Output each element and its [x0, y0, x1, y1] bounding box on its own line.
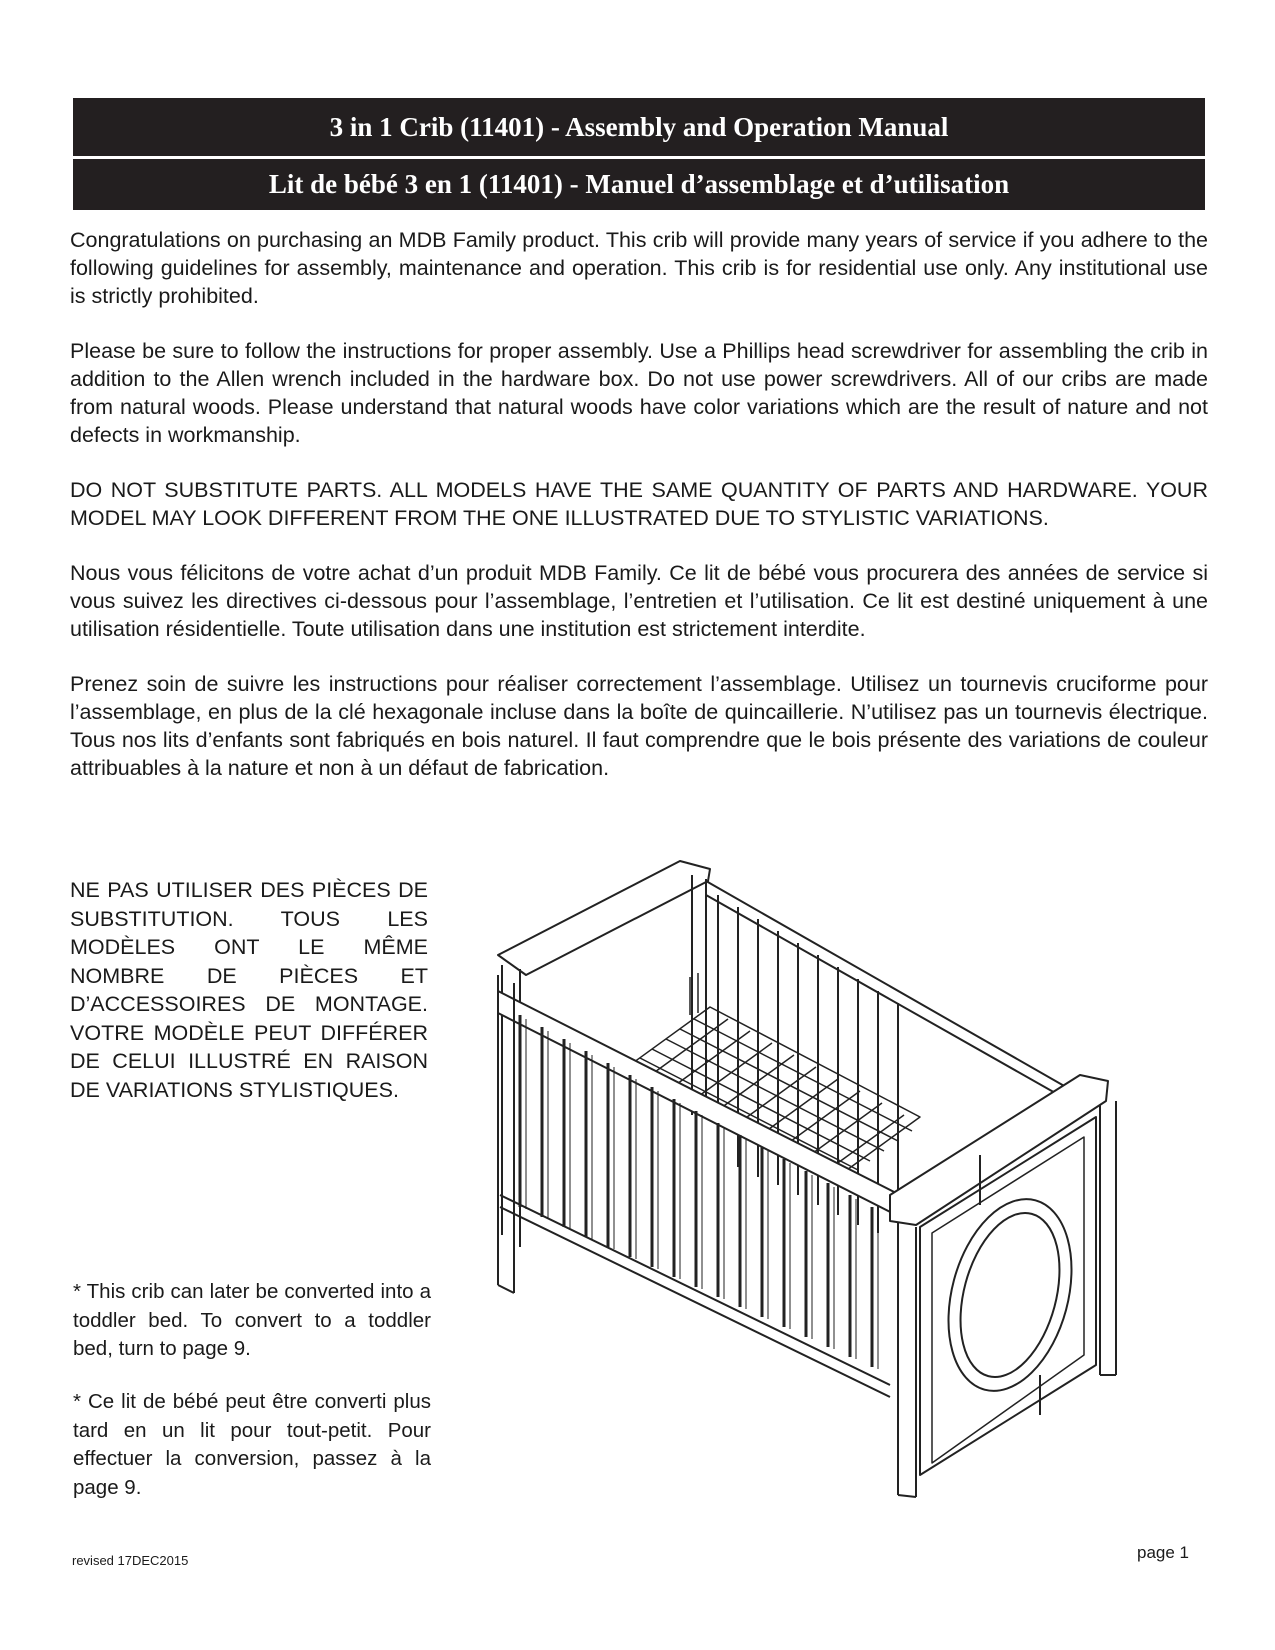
crib-illustration: [480, 855, 1160, 1555]
french-warning: NE PAS UTILISER DES PIÈCES DE SUBSTITUTION. TOUS LES MODÈLES ONT LE MÊME NOMBRE DE PIÈCES ET D’ACCESSOIRES DE MONTAGE. VOTRE MODÈLE PEUT DIFFÉRER DE CELUI ILLUSTRÉ EN RAISON DE VARIATIONS STYLISTIQUES.: [70, 878, 428, 1102]
intro-paragraph-assemblage: Prenez soin de suivre les instructions pour réaliser correctement l’assemblage. Utilisez un tournevis cruciforme pour l’assemblage, en plus de la clé hexagonale incluse dans la boîte de quincaillerie. N’utilisez pas un tournevis électrique. Tous nos lits d’enfants sont fabriqués en bois naturel. Il faut comprendre que le bois présente des variations de couleur attribuables à la nature et non à un défaut de fabrication.: [70, 672, 1208, 780]
page-number: page 1: [1137, 1543, 1189, 1562]
toddler-conversion-note-fr: * Ce lit de bébé peut être converti plus tard en un lit pour tout-petit. Pour effectuer la conversion, passez à la page 9.: [73, 1390, 431, 1499]
intro-paragraph-warning: DO NOT SUBSTITUTE PARTS. ALL MODELS HAVE THE SAME QUANTITY OF PARTS AND HARDWARE. YOUR MODEL MAY LOOK DIFFERENT FROM THE ONE ILLUSTRATED DUE TO STYLISTIC VARIATIONS.: [70, 478, 1208, 530]
revision-date: revised 17DEC2015: [72, 1553, 189, 1568]
title-english: 3 in 1 Crib (11401) - Assembly and Operation Manual: [73, 98, 1205, 156]
intro-paragraph-assembly: Please be sure to follow the instructions for proper assembly. Use a Phillips head screwdriver for assembling the crib in addition to the Allen wrench included in the hardware box. Do not use power screwdrivers. All of our cribs are made from natural woods. Please understand that natural woods have color variations which are the result of nature and not defects in workmanship.: [70, 339, 1208, 447]
intro-text: [70, 226, 1208, 809]
intro-paragraph-congratulations: Congratulations on purchasing an MDB Family product. This crib will provide many years of service if you adhere to the following guidelines for assembly, maintenance and operation. This crib is for residential use only. Any institutional use is strictly prohibited.: [70, 228, 1208, 308]
toddler-conversion-note-en: * This crib can later be converted into a toddler bed. To convert to a toddler bed, turn to page 9.: [73, 1280, 431, 1360]
front-end-panel: [890, 1075, 1116, 1497]
front-side-rail: [498, 991, 900, 1397]
intro-paragraph-felicitations: Nous vous félicitons de votre achat d’un produit MDB Family. Ce lit de bébé vous procurera des années de service si vous suivez les directives ci-dessous pour l’assemblage, l’entretien et l’utilisation. Ce lit est destiné uniquement à une utilisation résidentielle. Toute utilisation dans une institution est strictement interdite.: [70, 561, 1208, 641]
title-french: Lit de bébé 3 en 1 (11401) - Manuel d’assemblage et d’utilisation: [73, 159, 1205, 210]
front-left-leg: [498, 975, 514, 1293]
